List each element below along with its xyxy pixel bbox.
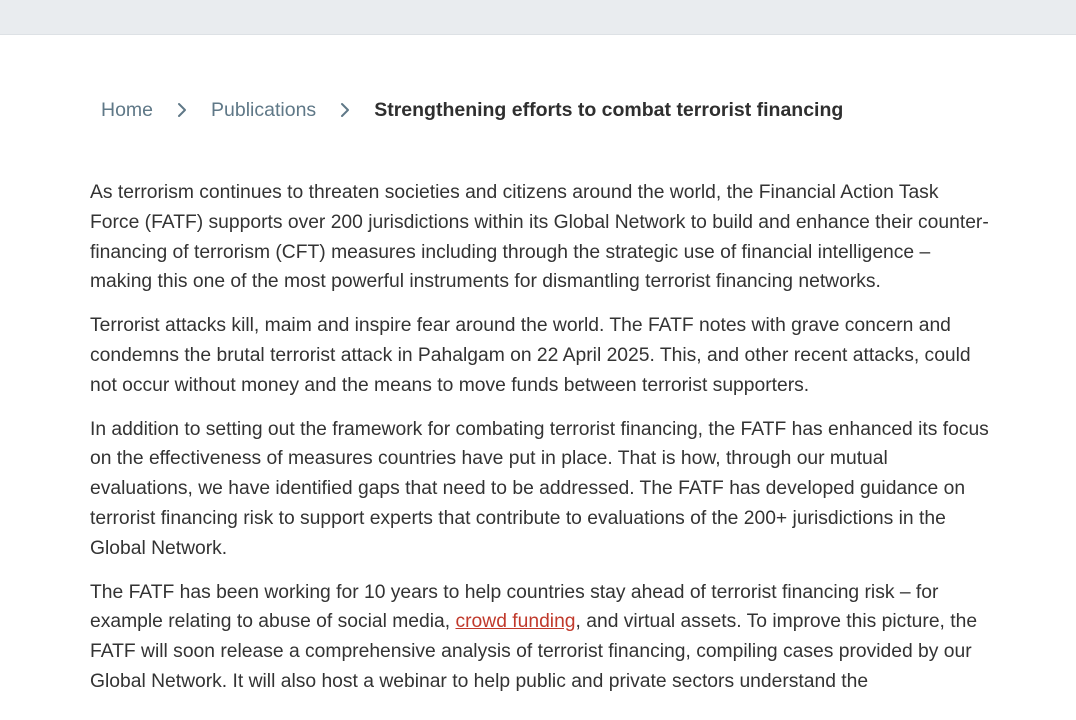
article-paragraph-2: Terrorist attacks kill, maim and inspire fear around the world. The FATF notes with grave concern and condemns the brutal terrorist attack in Pahalgam on 22 April 2025. This, and other recent attacks, could not occur without money and the means to move funds between terrorist supporters. — [90, 315, 971, 396]
article-paragraph-3: In addition to setting out the framework for combating terrorist financing, the FATF has enhanced its focus on the effectiveness of measures countries have put in place. That is how, through our mutual evaluations, we have identified gaps that need to be addressed. The FATF has developed guidance on terrorist financing risk to support experts that contribute to evaluations of the 200+ jurisdictions in the Global Network. — [90, 418, 989, 559]
article-paragraph-4 — [90, 578, 990, 697]
chevron-right-icon — [153, 102, 211, 118]
paragraph-text: The FATF has been working for 10 years to help countries stay ahead of terrorist financing risk – for example relating to abuse of social media, — [90, 581, 939, 633]
top-bar — [0, 0, 1076, 35]
crowd-funding-link[interactable]: crowd funding — [455, 611, 576, 633]
breadcrumb-current-page: Strengthening efforts to combat terrorist financing — [374, 98, 844, 121]
article-paragraph-1: As terrorism continues to threaten societies and citizens around the world, the Financial Action Task Force (FATF) supports over 200 jurisdictions within its Global Network to build and enhance their counter-financing of terrorism (CFT) measures including through the strategic use of financial intelligence – making this one of the most powerful instruments for dismantling terrorist financing networks. — [90, 182, 989, 293]
article-body — [90, 178, 990, 711]
paragraph-text: , and virtual assets. To improve this picture, the FATF will soon release a comprehensive analysis of terrorist financing, compiling cases provided by our Global Network. It will also host a webinar to help public and private sectors understand the — [90, 611, 978, 692]
chevron-right-icon — [316, 102, 374, 118]
breadcrumb-home-link[interactable]: Home — [101, 98, 154, 121]
breadcrumb-publications-link[interactable]: Publications — [211, 98, 317, 121]
breadcrumb — [101, 96, 843, 124]
